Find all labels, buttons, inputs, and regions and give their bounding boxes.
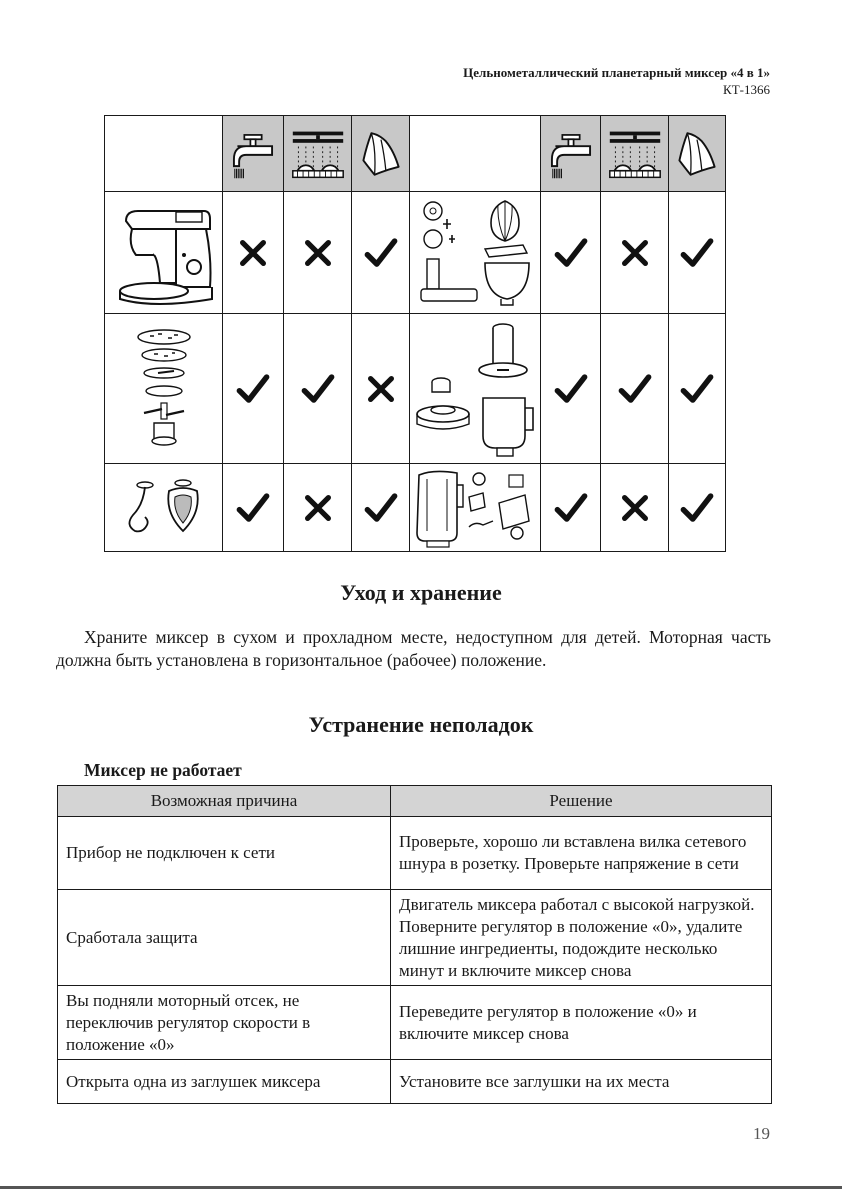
product-title: Цельнометаллический планетарный миксер «4 в 1» xyxy=(463,65,770,80)
solution-cell: Установите все заглушки на их места xyxy=(391,1060,772,1104)
cross-icon xyxy=(284,192,352,314)
cause-cell: Сработала защита xyxy=(58,890,391,986)
checkmark-icon xyxy=(352,192,410,314)
empty-header-cell xyxy=(105,116,223,192)
checkmark-icon xyxy=(352,464,410,552)
troubleshooting-subheading: Миксер не работает xyxy=(84,760,242,780)
cross-icon xyxy=(601,192,669,314)
empty-header-cell xyxy=(410,116,541,192)
model-number: КТ-1366 xyxy=(723,82,770,97)
table-row xyxy=(58,890,772,986)
dishwasher-icon xyxy=(284,116,352,192)
table-row xyxy=(58,986,772,1060)
cross-icon xyxy=(352,314,410,464)
cross-icon xyxy=(223,192,284,314)
cause-column-header: Возможная причина xyxy=(58,786,391,817)
meat-grinder-and-bowl-parts-image xyxy=(410,192,541,314)
dishwasher-icon xyxy=(601,116,669,192)
cause-cell: Прибор не подключен к сети xyxy=(58,817,391,890)
checkmark-icon xyxy=(541,192,601,314)
blender-parts-image xyxy=(410,314,541,464)
juicer-parts-image xyxy=(410,464,541,552)
cross-icon xyxy=(284,464,352,552)
mixer-body-image xyxy=(105,192,223,314)
hook-and-beater-image xyxy=(105,464,223,552)
troubleshooting-heading: Устранение неполадок xyxy=(308,712,534,737)
care-text: Храните миксер в сухом и прохладном месте, недоступном для детей. Моторная часть должна быть установлена в горизонтальное (рабочее) положение. xyxy=(56,627,771,670)
cross-icon xyxy=(601,464,669,552)
faucet-icon xyxy=(223,116,284,192)
table-row xyxy=(58,817,772,890)
slicer-discs-image xyxy=(105,314,223,464)
care-table xyxy=(104,115,726,552)
care-heading: Уход и хранение xyxy=(340,580,502,605)
solution-cell: Переведите регулятор в положение «0» и включите миксер снова xyxy=(391,986,772,1060)
troubleshooting-table xyxy=(57,785,772,1104)
table-row xyxy=(58,1060,772,1104)
checkmark-icon xyxy=(223,464,284,552)
solution-cell: Проверьте, хорошо ли вставлена вилка сетевого шнура в розетку. Проверьте напряжение в сети xyxy=(391,817,772,890)
checkmark-icon xyxy=(284,314,352,464)
cause-cell: Вы подняли моторный отсек, не переключив регулятор скорости в положение «0» xyxy=(58,986,391,1060)
care-row xyxy=(105,192,726,314)
cause-cell: Открыта одна из заглушек миксера xyxy=(58,1060,391,1104)
cloth-icon xyxy=(352,116,410,192)
page-header xyxy=(463,64,770,98)
faucet-icon xyxy=(541,116,601,192)
checkmark-icon xyxy=(669,192,726,314)
checkmark-icon xyxy=(541,464,601,552)
checkmark-icon xyxy=(223,314,284,464)
solution-cell: Двигатель миксера работал с высокой нагрузкой. Поверните регулятор в положение «0», удалите лишние ингредиенты, подождите несколько минут и включите миксер снова xyxy=(391,890,772,986)
care-paragraph xyxy=(56,626,771,672)
care-row xyxy=(105,314,726,464)
care-row xyxy=(105,464,726,552)
cloth-icon xyxy=(669,116,726,192)
checkmark-icon xyxy=(669,314,726,464)
solution-column-header: Решение xyxy=(391,786,772,817)
checkmark-icon xyxy=(669,464,726,552)
checkmark-icon xyxy=(541,314,601,464)
checkmark-icon xyxy=(601,314,669,464)
page-number: 19 xyxy=(753,1124,770,1143)
